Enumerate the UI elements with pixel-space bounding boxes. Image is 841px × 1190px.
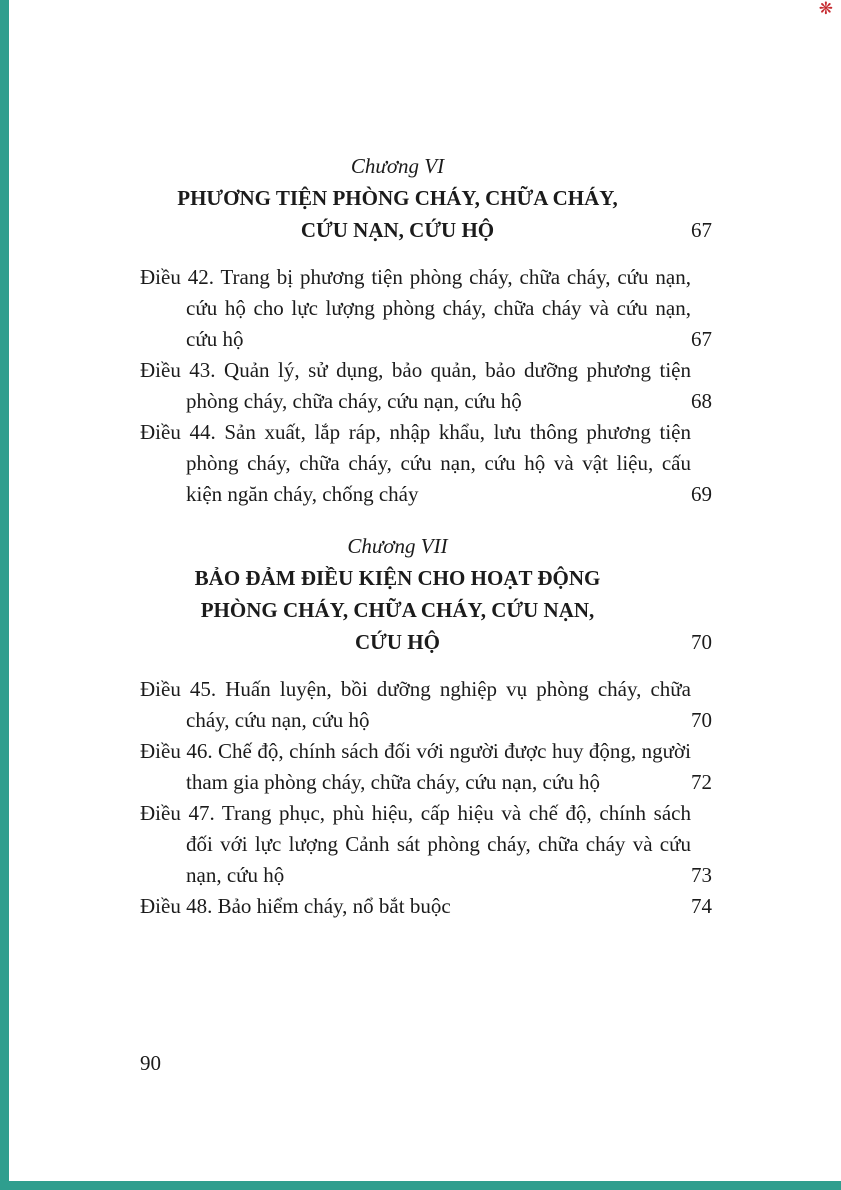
chapter-page-number: 70	[691, 630, 712, 654]
chapter-title-line: BẢO ĐẢM ĐIỀU KIỆN CHO HOẠT ĐỘNG	[194, 566, 601, 590]
chapter-title-line: CỨU NẠN, CỨU HỘ	[300, 218, 495, 242]
toc-entry	[140, 674, 712, 736]
toc-entry	[140, 798, 712, 891]
toc-entry-text: Điều 45. Huấn luyện, bồi dưỡng nghiệp vụ phòng cháy, chữa cháy, cứu nạn, cứu hộ	[140, 677, 691, 732]
chapter-heading-row	[140, 150, 712, 246]
toc-entry	[140, 417, 712, 510]
toc-entry	[140, 891, 712, 922]
toc-entry-text: Điều 44. Sản xuất, lắp ráp, nhập khẩu, lưu thông phương tiện phòng cháy, chữa cháy, cứu nạn, cứu hộ và vật liệu, cấu kiện ngăn cháy, chống cháy	[140, 420, 691, 506]
chapter-page-number: 67	[691, 218, 712, 242]
toc-entry-page: 67	[691, 327, 712, 351]
toc-entry-text: Điều 46. Chế độ, chính sách đối với người được huy động, người tham gia phòng cháy, chữa cháy, cứu nạn, cứu hộ	[140, 739, 691, 794]
bottom-accent-bar	[0, 1181, 841, 1190]
toc-entry-page: 73	[691, 863, 712, 887]
toc-entry-page: 68	[691, 389, 712, 413]
chapter-label: Chương VI	[350, 154, 445, 178]
red-asterisk-icon: ❋	[818, 0, 833, 18]
toc-entry	[140, 355, 712, 417]
page-number: 90	[140, 1051, 161, 1075]
toc-entry-text: Điều 47. Trang phục, phù hiệu, cấp hiệu và chế độ, chính sách đối với lực lượng Cảnh sát phòng cháy, chữa cháy và cứu nạn, cứu hộ	[140, 801, 691, 887]
toc-entry-text: Điều 43. Quản lý, sử dụng, bảo quản, bảo dưỡng phương tiện phòng cháy, chữa cháy, cứu nạn, cứu hộ	[140, 358, 691, 413]
toc-entry	[140, 736, 712, 798]
toc-entry-text: Điều 42. Trang bị phương tiện phòng cháy, chữa cháy, cứu nạn, cứu hộ cho lực lượng phòng cháy, chữa cháy và cứu nạn, cứu hộ	[140, 265, 691, 351]
toc-entry-text: Điều 48. Bảo hiểm cháy, nổ bắt buộc	[140, 894, 451, 918]
chapter-title-line: PHƯƠNG TIỆN PHÒNG CHÁY, CHỮA CHÁY,	[177, 186, 618, 210]
toc-entry-page: 70	[691, 708, 712, 732]
chapter-heading-text	[140, 530, 655, 658]
left-accent-bar	[0, 0, 9, 1190]
chapter-heading-row	[140, 530, 712, 658]
toc-entry-page: 69	[691, 482, 712, 506]
chapter-title-line: CỨU HỘ	[355, 630, 440, 654]
toc-entry-page: 72	[691, 770, 712, 794]
toc-entry	[140, 262, 712, 355]
chapter-label: Chương VII	[347, 534, 448, 558]
chapter-heading-vi	[140, 150, 712, 246]
toc-content	[140, 150, 712, 922]
chapter-title-line: PHÒNG CHÁY, CHỮA CHÁY, CỨU NẠN,	[200, 598, 595, 622]
toc-entry-page: 74	[691, 894, 712, 918]
chapter-heading-text	[140, 150, 655, 246]
chapter-heading-vii	[140, 530, 712, 658]
